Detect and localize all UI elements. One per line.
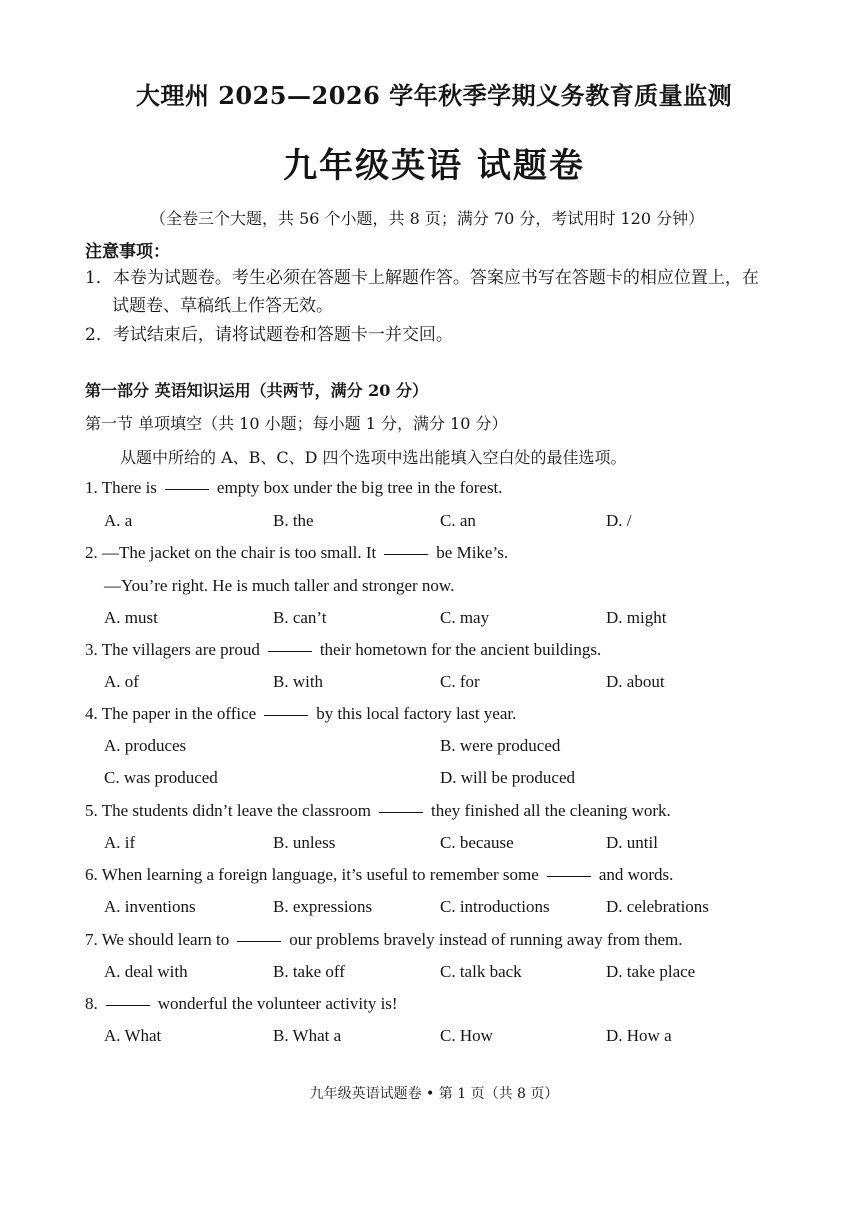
option-6a: A. inventions (104, 897, 196, 916)
option-3c: C. for (440, 672, 480, 691)
question-6 (85, 865, 673, 885)
part1-heading: 第一部分 英语知识运用（共两节，满分 20 分） (85, 381, 428, 400)
option-6d: D. celebrations (606, 897, 709, 916)
answer-blank (379, 812, 423, 813)
section1-instruction: 从题中所给的 A、B、C、D 四个选项中选出能填入空白处的最佳选项。 (120, 448, 627, 467)
note-item-1-cont: 试题卷、草稿纸上作答无效。 (112, 296, 333, 316)
option-1a: A. a (104, 511, 133, 530)
question-1-stem: 1. There is (85, 478, 157, 497)
option-4b: B. were produced (440, 736, 561, 755)
option-4c: C. was produced (104, 768, 218, 787)
option-8a: A. What (104, 1026, 162, 1045)
question-2-stem-end: be Mike’s. (436, 543, 509, 562)
answer-blank (237, 941, 281, 942)
option-5d: D. until (606, 833, 658, 852)
option-8b: B. What a (273, 1026, 342, 1045)
notes-heading: 注意事项： (85, 242, 170, 262)
question-3 (85, 640, 601, 660)
question-3-stem-end: their hometown for the ancient buildings. (319, 640, 602, 659)
exam-subtitle: 九年级英语 试题卷 (283, 146, 585, 186)
exam-title: 大理州 2025—2026 学年秋季学期义务教育质量监测 (135, 81, 733, 110)
option-2a: A. must (104, 608, 158, 627)
option-8c: C. How (440, 1026, 493, 1045)
question-5-stem-end: they finished all the cleaning work. (430, 801, 671, 820)
option-5b: B. unless (273, 833, 336, 852)
option-3b: B. with (273, 672, 324, 691)
option-4a: A. produces (104, 736, 187, 755)
option-5a: A. if (104, 833, 136, 852)
question-8 (85, 994, 398, 1014)
question-3-stem: 3. The villagers are proud (85, 640, 260, 659)
question-1 (85, 478, 503, 498)
question-2-reply: —You’re right. He is much taller and stronger now. (104, 576, 455, 595)
option-1c: C. an (440, 511, 476, 530)
option-6c: C. introductions (440, 897, 550, 916)
answer-blank (264, 715, 308, 716)
question-5 (85, 801, 671, 821)
question-6-stem-end: and words. (598, 865, 674, 884)
page-footer: 九年级英语试题卷 • 第 1 页（共 8 页） (309, 1086, 559, 1102)
option-1b: B. the (273, 511, 314, 530)
option-6b: B. expressions (273, 897, 373, 916)
exam-info: （全卷三个大题，共 56 个小题，共 8 页；满分 70 分，考试用时 120 分钟） (150, 209, 705, 228)
option-2b: B. can’t (273, 608, 327, 627)
question-7 (85, 930, 682, 950)
option-3d: D. about (606, 672, 665, 691)
option-2c: C. may (440, 608, 490, 627)
option-7d: D. take place (606, 962, 696, 981)
answer-blank (106, 1005, 150, 1006)
question-5-stem: 5. The students didn’t leave the classroom (85, 801, 371, 820)
question-4-stem: 4. The paper in the office (85, 704, 257, 723)
option-3a: A. of (104, 672, 139, 691)
question-4-stem-end: by this local factory last year. (316, 704, 517, 723)
option-8d: D. How a (606, 1026, 672, 1045)
option-7b: B. take off (273, 962, 345, 981)
option-5c: C. because (440, 833, 514, 852)
option-7c: C. talk back (440, 962, 522, 981)
option-2d: D. might (606, 608, 667, 627)
note-item-1: 1．本卷为试题卷。考生必须在答题卡上解题作答。答案应书写在答题卡的相应位置上，在 (85, 268, 759, 288)
question-1-stem-end: empty box under the big tree in the forest. (216, 478, 503, 497)
answer-blank (165, 489, 209, 490)
question-2-stem: 2. —The jacket on the chair is too small. It (85, 543, 377, 562)
question-7-stem-end: our problems bravely instead of running away from them. (289, 930, 683, 949)
note-item-2: 2．考试结束后，请将试题卷和答题卡一并交回。 (85, 325, 453, 345)
option-4d: D. will be produced (440, 768, 576, 787)
option-1d: D. / (606, 511, 632, 530)
question-4 (85, 704, 516, 724)
question-6-stem: 6. When learning a foreign language, it’s useful to remember some (85, 865, 539, 884)
question-8-stem-end: wonderful the volunteer activity is! (157, 994, 398, 1013)
section1-heading: 第一节 单项填空（共 10 小题；每小题 1 分，满分 10 分） (85, 414, 508, 433)
question-2 (85, 543, 508, 563)
question-7-stem: 7. We should learn to (85, 930, 230, 949)
answer-blank (268, 651, 312, 652)
answer-blank (384, 554, 428, 555)
option-7a: A. deal with (104, 962, 188, 981)
question-8-stem: 8. (85, 994, 98, 1013)
answer-blank (547, 876, 591, 877)
